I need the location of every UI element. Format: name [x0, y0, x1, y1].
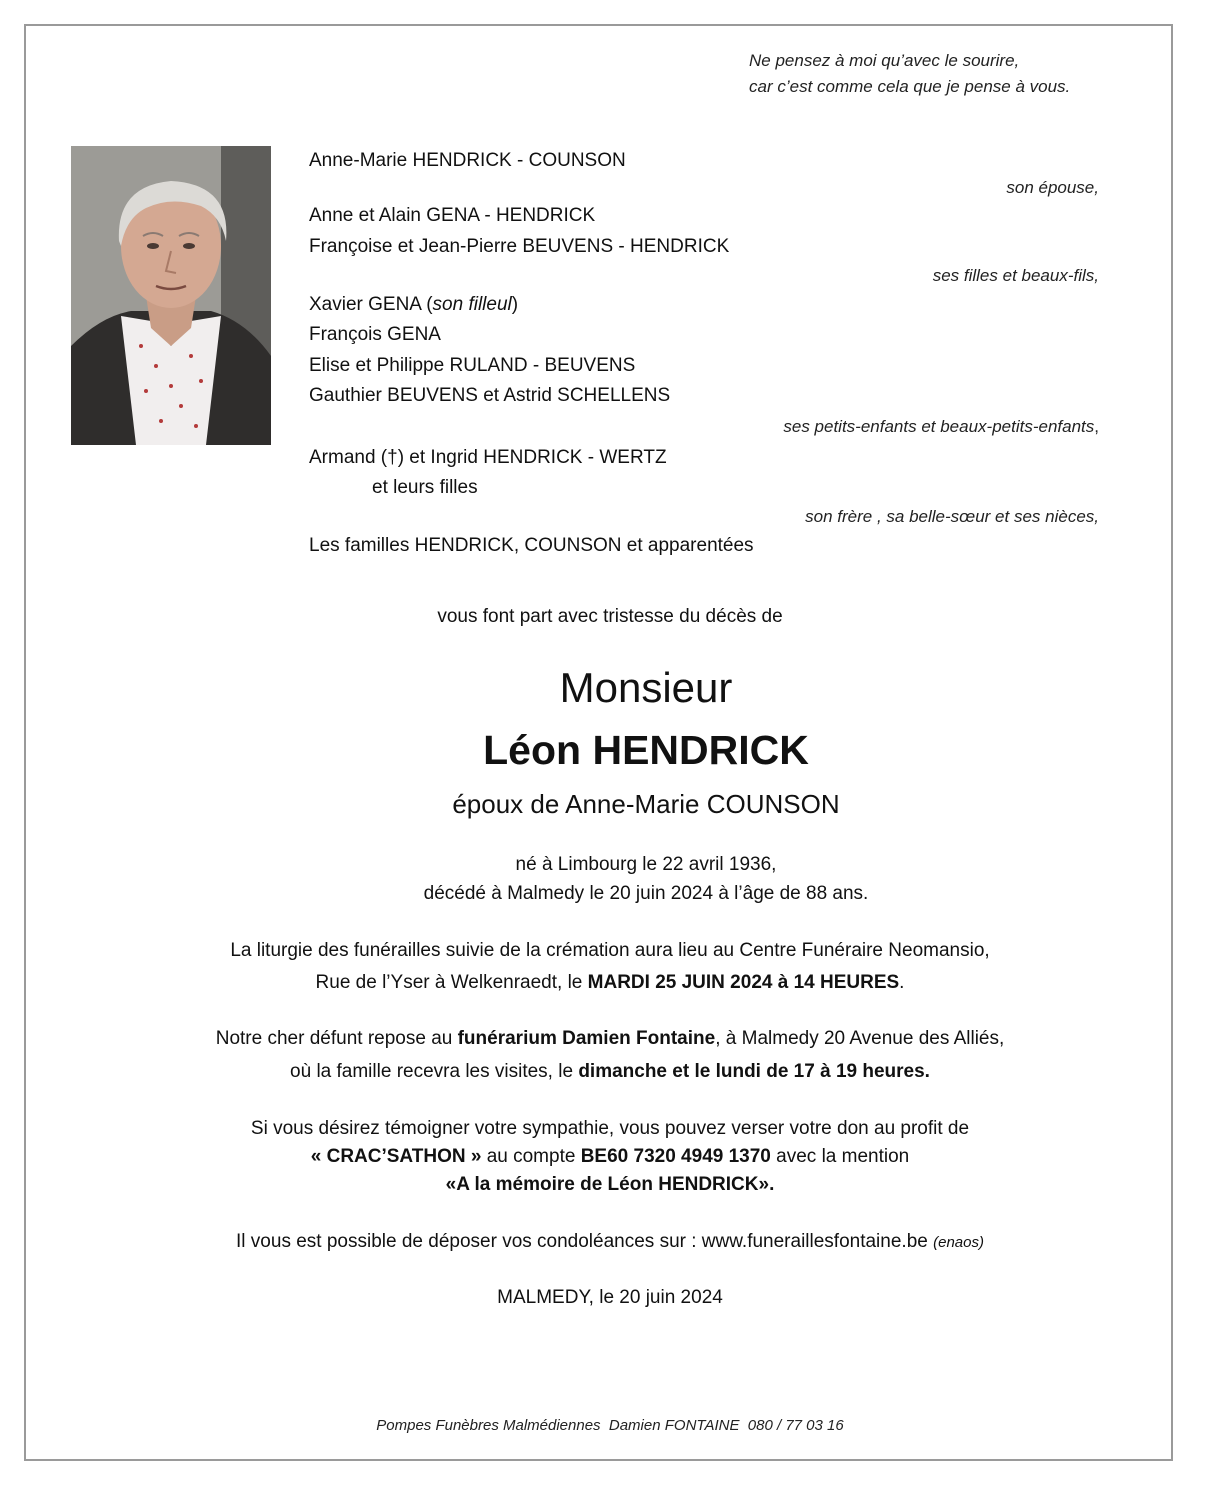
funeral-line-1: La liturgie des funérailles suivie de la crémation aura lieu au Centre Funéraire Neomansio,	[230, 940, 990, 961]
donation-beneficiary: « CRAC’SATHON »	[310, 1146, 482, 1167]
deceased-title: Monsieur	[559, 664, 733, 711]
donation-line-1: Si vous désirez témoigner votre sympathie, vous pouvez verser votre don au profit de	[250, 1118, 970, 1139]
relation-brother: son frère , sa belle-sœur et ses nièces,	[805, 507, 1099, 526]
family-brother: Armand (†) et Ingrid HENDRICK - WERTZ	[309, 447, 667, 468]
funerarium-address: , à Malmedy 20 Avenue des Alliés,	[715, 1028, 1005, 1049]
donation-text: au compte	[481, 1146, 581, 1167]
condolences-note: (enaos)	[933, 1234, 984, 1251]
footer-funeral-home: Pompes Funèbres Malmédiennes Damien FONTAINE 080 / 77 03 16	[376, 1417, 844, 1434]
family-grandchild-3: Elise et Philippe RULAND - BEUVENS	[309, 355, 636, 376]
portrait-photo	[71, 146, 271, 445]
donation-account: BE60 7320 4949 1370	[580, 1146, 771, 1167]
relation-grandchildren-text: ses petits-enfants et beaux-petits-enfants	[783, 417, 1095, 436]
condolences-line	[0, 1231, 1220, 1253]
donation-memo: «A la mémoire de Léon HENDRICK».	[445, 1174, 775, 1195]
funeral-place: Rue de l’Yser à Welkenraedt, le	[315, 972, 588, 993]
visits-line-2	[0, 1061, 1220, 1083]
deceased-spouse: époux de Anne-Marie COUNSON	[452, 789, 840, 819]
visits-intro: Notre cher défunt repose au	[215, 1028, 458, 1049]
quote-line-1: Ne pensez à moi qu’avec le sourire,	[749, 51, 1020, 70]
quote-line-2: car c’est comme cela que je pense à vous.	[749, 77, 1071, 96]
funerarium-name: funérarium Damien Fontaine	[457, 1028, 716, 1049]
grandchild-1-close: )	[511, 294, 519, 315]
birth-info: né à Limbourg le 22 avril 1936,	[515, 854, 777, 875]
relation-grandchildren	[783, 417, 1099, 437]
donation-line-2	[0, 1146, 1220, 1168]
donation-mention: avec la mention	[770, 1146, 910, 1167]
grandchild-1-note: son filleul	[432, 294, 512, 315]
family-daughter-2: Françoise et Jean-Pierre BEUVENS - HENDRICK	[309, 236, 730, 257]
donation-line-3	[0, 1174, 1220, 1196]
family-nieces: et leurs filles	[372, 477, 478, 498]
funeral-datetime: MARDI 25 JUIN 2024 à 14 HEURES	[587, 972, 900, 993]
family-daughter-1: Anne et Alain GENA - HENDRICK	[309, 205, 596, 226]
condolences-text: Il vous est possible de déposer vos condoléances sur : www.funeraillesfontaine.be	[236, 1231, 934, 1252]
death-info: décédé à Malmedy le 20 juin 2024 à l’âge de 88 ans.	[423, 883, 869, 904]
relation-daughters: ses filles et beaux-fils,	[932, 266, 1099, 285]
family-related: Les familles HENDRICK, COUNSON et apparentées	[309, 535, 754, 556]
announcement: vous font part avec tristesse du décès de	[437, 606, 783, 627]
portrait-image	[71, 146, 271, 445]
visits-text: où la famille recevra les visites, le	[290, 1061, 579, 1082]
family-grandchild-2: François GENA	[309, 324, 441, 345]
deceased-name: Léon HENDRICK	[483, 727, 809, 773]
grandchild-1-name: Xavier GENA (	[309, 294, 433, 315]
place-date: MALMEDY, le 20 juin 2024	[497, 1287, 723, 1308]
family-grandchild-4: Gauthier BEUVENS et Astrid SCHELLENS	[309, 385, 671, 406]
relation-grandchildren-comma: ,	[1094, 417, 1099, 436]
visits-hours: dimanche et le lundi de 17 à 19 heures.	[578, 1061, 930, 1082]
visits-line-1	[0, 1028, 1220, 1050]
family-spouse: Anne-Marie HENDRICK - COUNSON	[309, 150, 626, 171]
funeral-end: .	[899, 972, 905, 993]
funeral-line-2	[0, 972, 1220, 994]
family-grandchild-1	[309, 294, 518, 316]
relation-spouse: son épouse,	[1006, 178, 1099, 197]
